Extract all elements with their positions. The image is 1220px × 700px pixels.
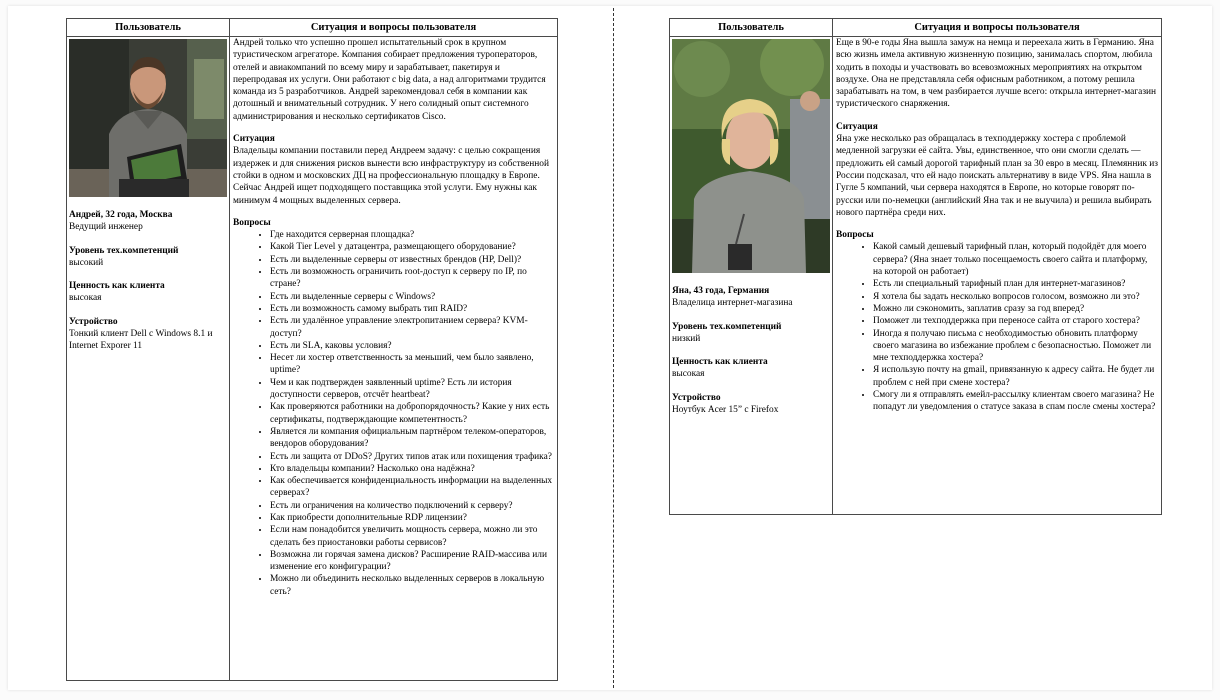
question-item: • Если нам понадобится увеличить мощность сервера, можно ли это сделать без приостановки работы сервисов? [270, 524, 554, 549]
persona-role: Ведущий инженер [69, 222, 143, 233]
question-item: • Я хотела бы задать несколько вопросов голосом, возможно ли это? [873, 291, 1158, 303]
question-item: • Является ли компания официальным партнёром телеком-операторов, вендоров оборудования? [270, 426, 554, 451]
question-item: • Смогу ли я отправлять емейл-рассылку клиентам своего магазина? Не попадут ли уведомления о статусе заказа в спам после смены хостера? [873, 389, 1158, 414]
persona-intro: Андрей только что успешно прошел испытательный срок в крупном туристическом агрегаторе. Компания собирает предложения туроператоров, отелей и авиакомпаний по всему миру и зарабатывает, пакетируя и перепродавая их услуги. Они работают с big data, а над алгоритмами трудится команда из 5 разработчиков. Андрей зарекомендовал себя в компании как дотошный и внимательный сотрудник. У него солидный опыт системного администрирования и несколько сертификатов Cisco. [233, 38, 546, 122]
header-user: Пользователь [670, 19, 833, 37]
tech-level-label: Уровень тех.компетенций [69, 245, 179, 256]
situation-cell [833, 37, 1162, 515]
persona-role: Владелица интернет-магазина [672, 298, 793, 309]
question-item: • Я использую почту на gmail, привязанную к адресу сайта. Не будет ли проблем с ней при смене хостера? [873, 364, 1158, 389]
persona-intro: Еще в 90-е годы Яна вышла замуж на немца и переехала жить в Германию. Яна всю жизнь имела активную жизненную позицию, занималась спортом, любила ходить в походы и участвовать во всевозможных мероприятиях на открытом воздухе. Она не представляла себя офисным работником, а потому решила зарабатывать на том, в чем разбирается лучше всего: открыла интернет-магазин туристического снаряжения. [836, 38, 1157, 110]
question-item: • Есть ли выделенные серверы с Windows? [270, 291, 554, 303]
questions-list [836, 241, 1158, 413]
client-value-value: высокая [672, 369, 705, 380]
device-value: Тонкий клиент Dell с Windows 8.1 и Internet Exporer 11 [69, 329, 213, 352]
persona-table-andrey [66, 18, 558, 681]
question-item: • Какой самый дешевый тарифный план, который подойдёт для моего сервера? (Яна знает только посещаемость своего сайта и платформу, на которой он работает) [873, 241, 1158, 278]
situation-heading: Ситуация [836, 121, 878, 132]
tech-level-label: Уровень тех.компетенций [672, 321, 782, 332]
questions-heading: Вопросы [836, 230, 874, 241]
question-item: • Есть ли специальный тарифный план для интернет-магазинов? [873, 278, 1158, 290]
header-situation: Ситуация и вопросы пользователя [230, 19, 558, 37]
device-value: Ноутбук Acer 15” с Firefox [672, 405, 779, 416]
persona-table-yana [669, 18, 1162, 515]
situation-heading: Ситуация [233, 134, 275, 145]
situation-text: Владельцы компании поставили перед Андреем задачу: с целью сокращения издержек и для снижения рисков вынести всю инфраструктуру из собственной стойки в одном и московских ДЦ на профессиональную площадку в Европе. [233, 146, 549, 181]
header-user: Пользователь [67, 19, 230, 37]
tech-level-value: низкий [672, 333, 701, 344]
persona-name: Яна, 43 года, Германия [672, 286, 770, 296]
question-item: • Есть ли выделенные серверы от известных брендов (HP, Dell)? [270, 254, 554, 266]
question-item: • Поможет ли техподдержка при переносе сайта от старого хостера? [873, 315, 1158, 327]
andrey-photo [69, 39, 227, 197]
user-cell [670, 37, 833, 515]
question-item: • Есть ли возможность самому выбрать тип RAID? [270, 303, 554, 315]
question-item: • Кто владельцы компании? Насколько она надёжна? [270, 463, 554, 475]
question-item: • Иногда я получаю письма с необходимостью обновить платформу своего магазина во избежание проблем с безопасностью. Поможет ли мне техподдержка хостера? [873, 328, 1158, 365]
user-cell [67, 37, 230, 681]
device-label: Устройство [69, 316, 118, 327]
question-item: • Можно ли объединить несколько выделенных серверов в локальную сеть? [270, 573, 554, 598]
question-item: • Как проверяются работники на добропорядочность? Какие у них есть сертификаты, подтверждающие компетентность? [270, 401, 554, 426]
questions-heading: Вопросы [233, 217, 271, 228]
situation-text: Яна уже несколько раз обращалась в техподдержку хостера с проблемой медленной загрузки её сайта. Увы, единственное, что они смогли сделать — предложить ей самый дорогой тарифный план за 30 евро в месяц. Племянник из России подсказал, что ей надо поискать альтернативу в виде VPS. Яна нашла в Гугле 5 компаний, чьи сервера находятся в Европе, но которые говорят по-русски или по-немецки (английский Яна так и не выучила) и решила выбирать нового партнёра среди них. [836, 134, 1158, 218]
persona-name: Андрей, 32 года, Москва [69, 210, 173, 220]
question-item: • Несет ли хостер ответственность за меньший, чем было заявлено, uptime? [270, 352, 554, 377]
question-item: • Какой Tier Level у датацентра, размещающего оборудование? [270, 241, 554, 253]
question-item: • Чем и как подтвержден заявленный uptime? Есть ли история доступности серверов, отсчёт heartbeat? [270, 377, 554, 402]
question-item: • Как приобрести дополнительные RDP лицензии? [270, 512, 554, 524]
client-value-label: Ценность как клиента [69, 281, 165, 292]
question-item: • Как обеспечивается конфиденциальность информации на выделенных серверах? [270, 475, 554, 500]
question-item: • Можно ли сэкономить, заплатив сразу за год вперед? [873, 303, 1158, 315]
situation-cell [230, 37, 558, 681]
question-item: • Есть ли удалённое управление электропитанием сервера? KVM-доступ? [270, 315, 554, 340]
client-value-value: высокая [69, 293, 102, 304]
header-situation: Ситуация и вопросы пользователя [833, 19, 1162, 37]
yana-photo [672, 39, 830, 273]
question-item: • Где находится серверная площадка? [270, 229, 554, 241]
question-item: • Возможна ли горячая замена дисков? Расширение RAID-массива или изменение его конфигурации? [270, 549, 554, 574]
page-divider [613, 8, 614, 688]
tech-level-value: высокий [69, 257, 104, 268]
situation-text-2: Сейчас Андрей ищет подходящего поставщика этой услуги. Ему нужны как минимум 4 мощных выделенных сервера. [233, 183, 537, 206]
question-item: • Есть ли ограничения на количество подключений к серверу? [270, 500, 554, 512]
question-item: • Есть ли возможность ограничить root-доступ к серверу по IP, по стране? [270, 266, 554, 291]
device-label: Устройство [672, 392, 721, 403]
question-item: • Есть ли защита от DDoS? Других типов атак или похищения трафика? [270, 451, 554, 463]
questions-list [233, 229, 554, 598]
client-value-label: Ценность как клиента [672, 357, 768, 368]
question-item: • Есть ли SLA, каковы условия? [270, 340, 554, 352]
